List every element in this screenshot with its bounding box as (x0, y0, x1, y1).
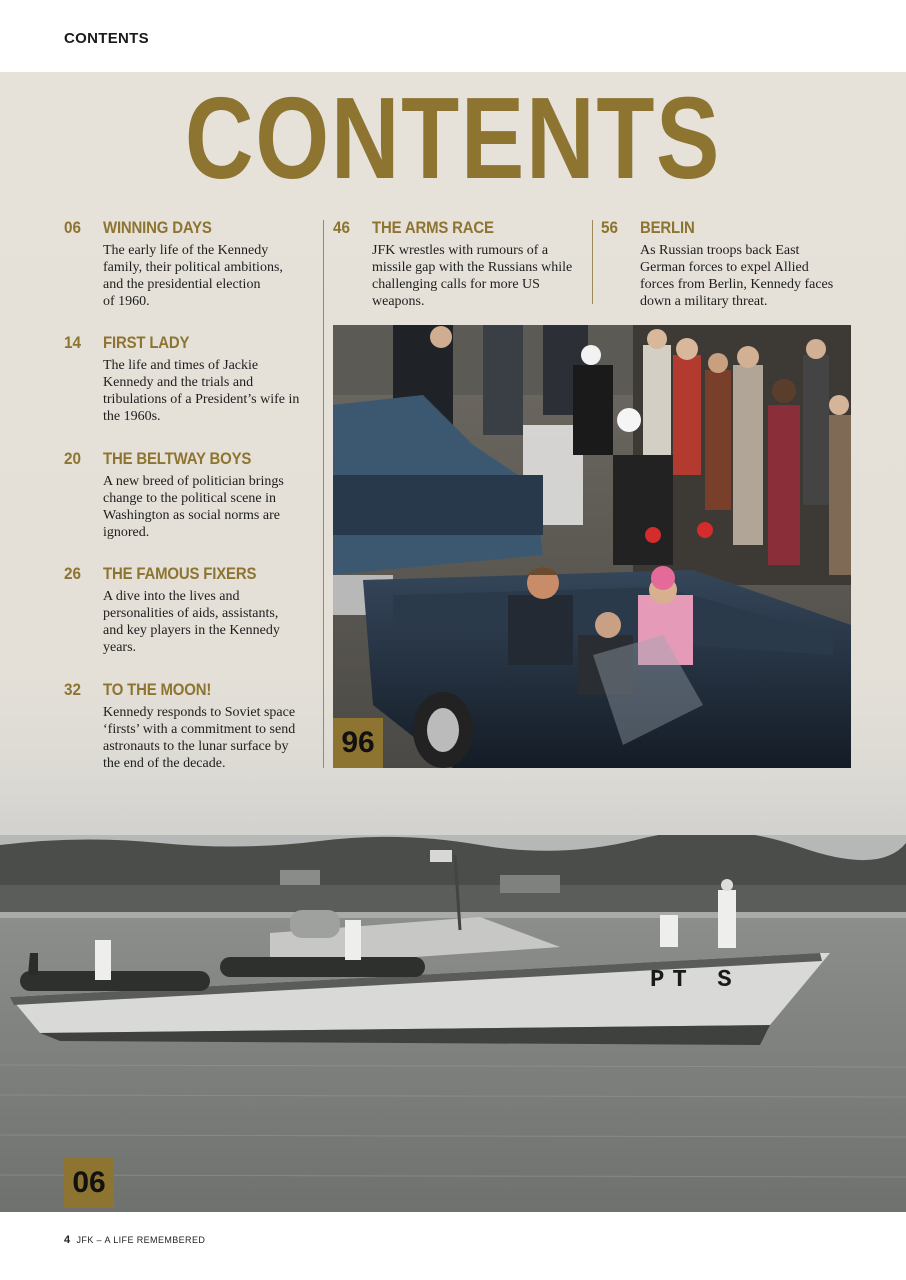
contents-entry[interactable] (64, 680, 324, 780)
motorcade-photo-image (333, 325, 851, 768)
contents-entry[interactable] (64, 218, 324, 318)
entry-page-number: 20 (64, 449, 82, 468)
entry-description: Kennedy responds to Soviet space ‘firsts’ with a commitment to send astronauts to the lunar surface by the end of the decade. (103, 705, 296, 771)
entry-heading: THE ARMS RACE (372, 218, 494, 237)
page-badge-06: 06 (64, 1158, 114, 1208)
entry-page-number: 06 (64, 218, 82, 237)
entry-heading: THE FAMOUS FIXERS (103, 564, 257, 583)
entry-description: A dive into the lives and personalities of aids, assistants, and key players in the Kennedy years. (103, 589, 280, 655)
header-section-label: CONTENTS (64, 30, 149, 47)
column-divider (592, 220, 593, 304)
footer-page-number: 4 (64, 1234, 71, 1246)
page-footer (64, 1234, 205, 1246)
pt-boat-photo-image (0, 835, 906, 1212)
contents-entry[interactable] (601, 218, 861, 318)
contents-entry[interactable] (64, 333, 324, 433)
entry-heading: THE BELTWAY BOYS (103, 449, 252, 468)
boat-hull-text: PT S (650, 967, 740, 994)
entry-heading: WINNING DAYS (103, 218, 212, 237)
entry-page-number: 14 (64, 333, 82, 352)
entry-description: A new breed of politician brings change to the political scene in Washington as social norms are ignored. (103, 474, 284, 540)
entry-page-number: 46 (333, 218, 351, 237)
motorcade-photo[interactable] (333, 325, 851, 768)
contents-entry[interactable] (64, 564, 324, 664)
pt-boat-photo[interactable] (0, 835, 906, 1212)
entry-description: The early life of the Kennedy family, their political ambitions, and the presidential election of 1960. (103, 243, 283, 309)
entry-page-number: 32 (64, 680, 82, 699)
entry-heading: FIRST LADY (103, 333, 190, 352)
page-title: CONTENTS (184, 73, 722, 203)
entry-heading: TO THE MOON! (103, 680, 212, 699)
entry-heading: BERLIN (640, 218, 695, 237)
entry-page-number: 56 (601, 218, 619, 237)
page-badge-96: 96 (333, 718, 383, 768)
entry-description: JFK wrestles with rumours of a missile gap with the Russians while challenging calls for more US weapons. (372, 243, 573, 309)
entry-description: As Russian troops back East German forces to expel Allied forces from Berlin, Kennedy faces down a military threat. (640, 243, 834, 309)
contents-entry[interactable] (64, 449, 324, 549)
entry-page-number: 26 (64, 564, 82, 583)
contents-entry[interactable] (333, 218, 588, 318)
column-divider (323, 220, 324, 768)
entry-description: The life and times of Jackie Kennedy and the trials and tribulations of a President’s wife in the 1960s. (103, 358, 300, 424)
footer-magazine-title: JFK – A LIFE REMEMBERED (76, 1235, 206, 1245)
